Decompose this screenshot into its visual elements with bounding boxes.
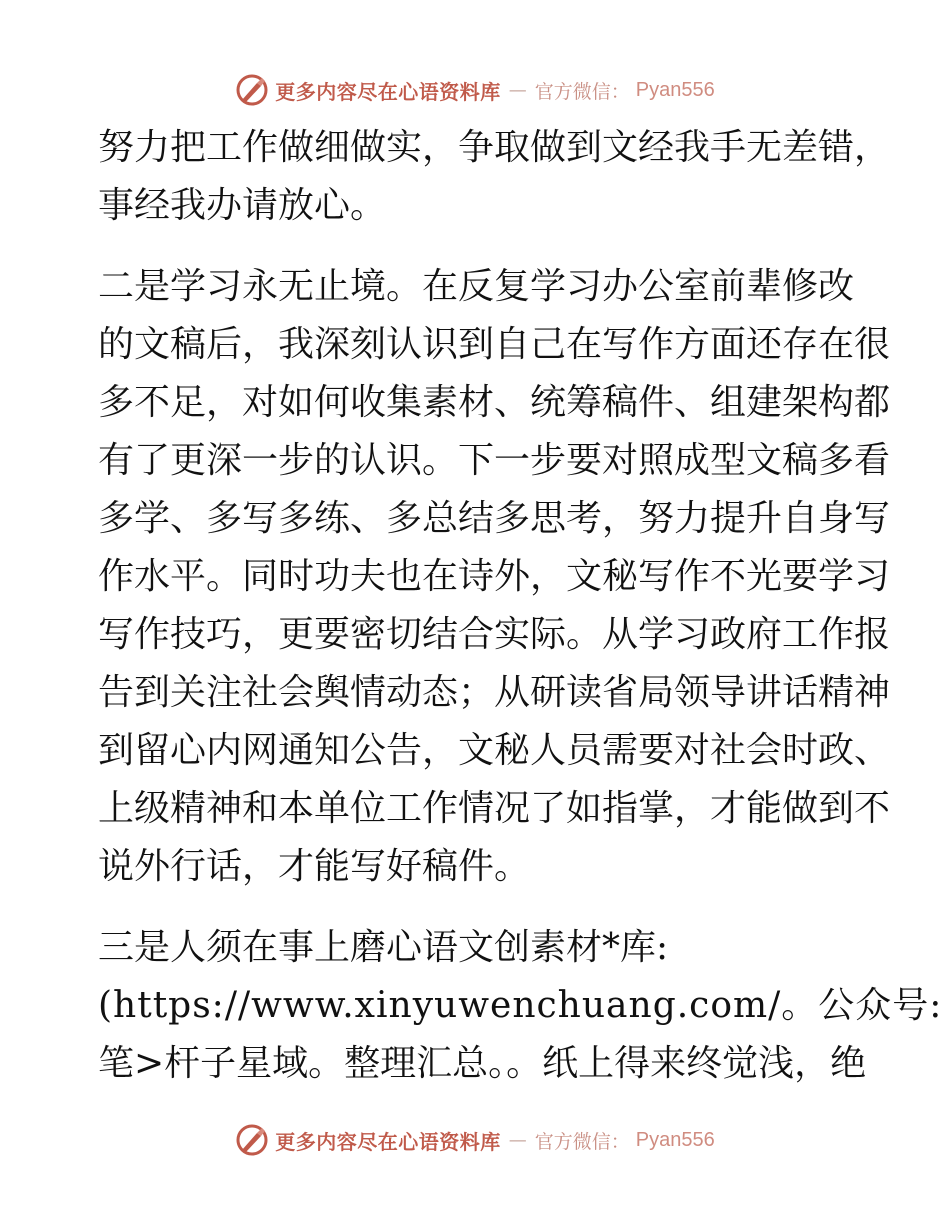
text-line: 告到关注社会舆情动态；从研读省局领导讲话精神 (98, 672, 891, 713)
watermark-wechat-id: Pyan556 (635, 78, 715, 101)
text-line: 作水平。同时功夫也在诗外，文秘写作不光要学习 (98, 556, 891, 597)
watermark-separator: — (508, 1129, 527, 1151)
text-line: 有了更深一步的认识。下一步要对照成型文稿多看 (98, 440, 891, 481)
text-line: 努力把工作做细做实，争取做到文经我手无差错， (98, 127, 891, 168)
text-line: 写作技巧，更要密切结合实际。从学习政府工作报 (98, 614, 891, 655)
text-line-url: (https://www.xinyuwenchuang.com/。公众号: (98, 985, 943, 1026)
pen-logo-icon (235, 1123, 269, 1157)
text-line: 多不足，对如何收集素材、统筹稿件、组建架构都 (98, 382, 891, 423)
watermark-wechat-id: Pyan556 (635, 1128, 715, 1151)
paragraph-3 (98, 919, 943, 1093)
paragraph-2 (98, 258, 891, 896)
watermark-official-label: 官方微信： (534, 80, 630, 103)
watermark-header (0, 70, 950, 110)
watermark-prefix: 更多内容尽在心语资料库 (275, 79, 501, 104)
text-line: 多学、多写多练、多总结多思考，努力提升自身写 (98, 498, 891, 539)
text-line: 上级精神和本单位工作情况了如指掌，才能做到不 (98, 788, 891, 829)
pen-logo-icon (235, 73, 269, 107)
paragraph-1 (98, 119, 891, 235)
watermark-official-label: 官方微信： (534, 1130, 630, 1153)
text-line: 的文稿后，我深刻认识到自己在写作方面还存在很 (98, 324, 891, 365)
watermark-separator: — (508, 79, 527, 101)
text-line: 到留心内网通知公告，文秘人员需要对社会时政、 (98, 730, 891, 771)
text-line: 笔>杆子星域。整理汇总。。纸上得来终觉浅，绝 (98, 1043, 867, 1084)
document-body (98, 119, 943, 1093)
watermark-prefix: 更多内容尽在心语资料库 (275, 1129, 501, 1154)
text-line: 二是学习永无止境。在反复学习办公室前辈修改 (98, 266, 855, 307)
text-line: 说外行话，才能写好稿件。 (98, 846, 531, 887)
text-line: 事经我办请放心。 (98, 185, 387, 226)
watermark-footer (0, 1120, 950, 1160)
text-line: 三是人须在事上磨心语文创素材*库: (98, 927, 669, 968)
